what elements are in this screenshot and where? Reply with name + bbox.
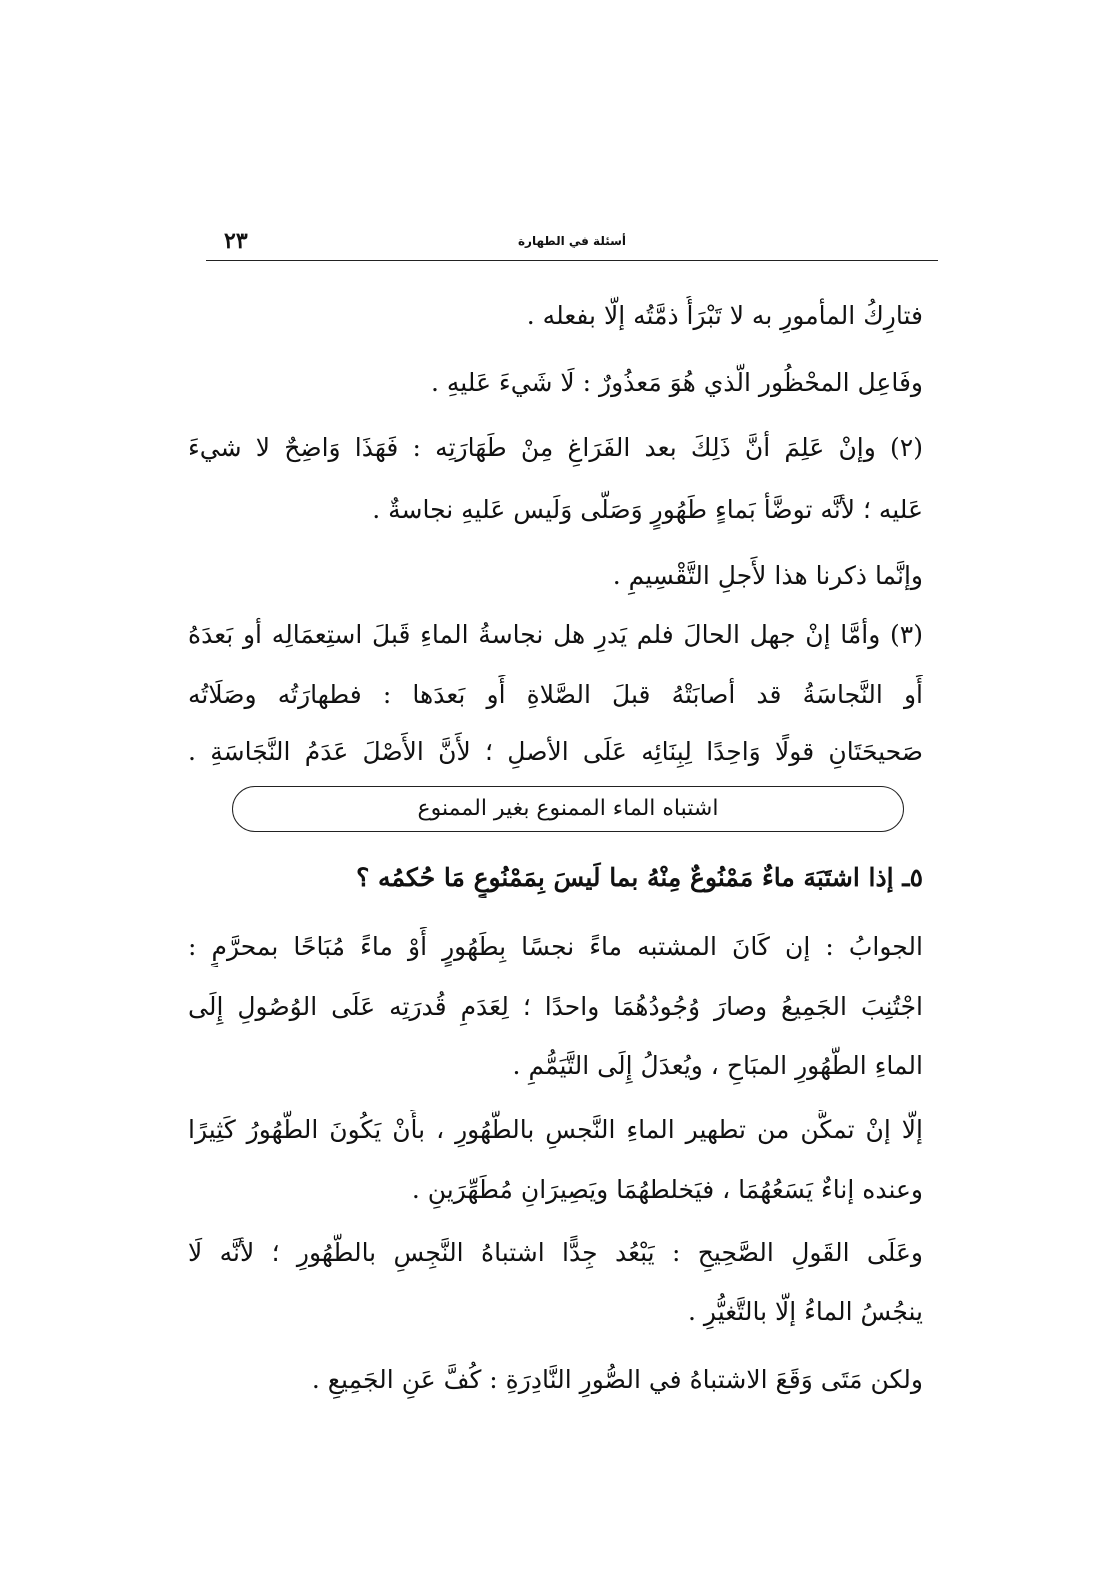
paragraph-line: الجوابُ : إن كَانَ المشتبه ماءً نجسًا بِطَهُورٍ أَوْ ماءً مُبَاحًا بمحرَّمٍ : xyxy=(188,932,923,961)
paragraph-line: إلَّا إنْ تمكَّن من تطهير الماءِ النَّجسِ بالطَّهُورِ ، بأَنْ يَكُونَ الطَّهُورُ كَثِيرًا xyxy=(188,1115,923,1144)
running-title: أسئلة في الطهارة xyxy=(517,234,627,248)
paragraph-line: وعنده إناءٌ يَسَعُهُمَا ، فيَخلطهُمَا ويَصِيرَانِ مُطَهِّرَينِ . xyxy=(411,1175,923,1204)
paragraph-line: ينجُسُ الماءُ إلَّا بالتَّغيُّرِ . xyxy=(688,1297,923,1326)
paragraph-line: وإنَّما ذكرنا هذا لأَجلِ التَّقْسِيمِ . xyxy=(612,561,923,590)
paragraph-line: (٢) وإنْ عَلِمَ أنَّ ذَلِكَ بعد الفَرَاغِ مِنْ طَهَارَتِه : فَهَذَا وَاضِحٌ لا شيءَ xyxy=(188,433,923,462)
paragraph-line: وفَاعِل المحْظُور الَّذي هُوَ مَعذُورٌ : لَا شَيءَ عَليهِ . xyxy=(430,368,923,397)
page-number: ٢٣ xyxy=(224,228,248,254)
paragraph-line: الماءِ الطَّهُورِ المبَاحِ ، ويُعدَلُ إِلَى التَّيَمُّمِ . xyxy=(512,1051,923,1080)
paragraph-line: فتارِكُ المأمورِ به لا تَبْرَأُ ذمَّتُه إلَّا بفعله . xyxy=(526,301,923,330)
paragraph-line: اجْتُنِبَ الجَمِيعُ وصارَ وُجُودُهُمَا واحدًا ؛ لِعَدَمِ قُدرَتِه عَلَى الوُصُولِ إِلَى xyxy=(188,992,923,1021)
paragraph-line: (٣) وأمَّا إنْ جهل الحالَ فلم يَدرِ هل نجاسةُ الماءِ قَبلَ استِعمَالِه أو بَعدَهُ xyxy=(188,620,923,649)
paragraph-line: وعَلَى القَولِ الصَّحِيحِ : يَبْعُد جِدًّا اشتباهُ النَّجِسِ بالطَّهُورِ ؛ لأنَّه لَا xyxy=(188,1238,923,1267)
paragraph-line: أَو النَّجاسَةُ قد أصابَتْهُ قبلَ الصَّلاةِ أَو بَعدَها : فطهارَتُه وصَلَاتُه xyxy=(188,680,923,709)
section-title-box: اشتباه الماء الممنوع بغير الممنوع xyxy=(232,786,904,832)
page-header xyxy=(206,228,938,261)
question-line: ٥ـ إذا اشتَبَهَ ماءٌ مَمْنُوعٌ مِنْهُ بما لَيسَ بِمَمْنُوعٍ مَا حُكمُه ؟ xyxy=(356,863,923,892)
paragraph-line: صَحيحَتَانِ قولًا وَاحِدًا لِبِنَائِه عَلَى الأصلِ ؛ لأَنَّ الأَصْلَ عَدَمُ النَّجَاسَةِ . xyxy=(188,737,923,766)
paragraph-line: عَليه ؛ لأنَّه توضَّأ بَماءٍ طَهُورٍ وَصَلَّى وَلَيس عَليهِ نجاسةٌ . xyxy=(372,495,923,524)
paragraph-line: ولكن مَتَى وَقَعَ الاشتباهُ في الصُّورِ النَّادِرَةِ : كُفَّ عَنِ الجَمِيعِ . xyxy=(311,1365,923,1394)
